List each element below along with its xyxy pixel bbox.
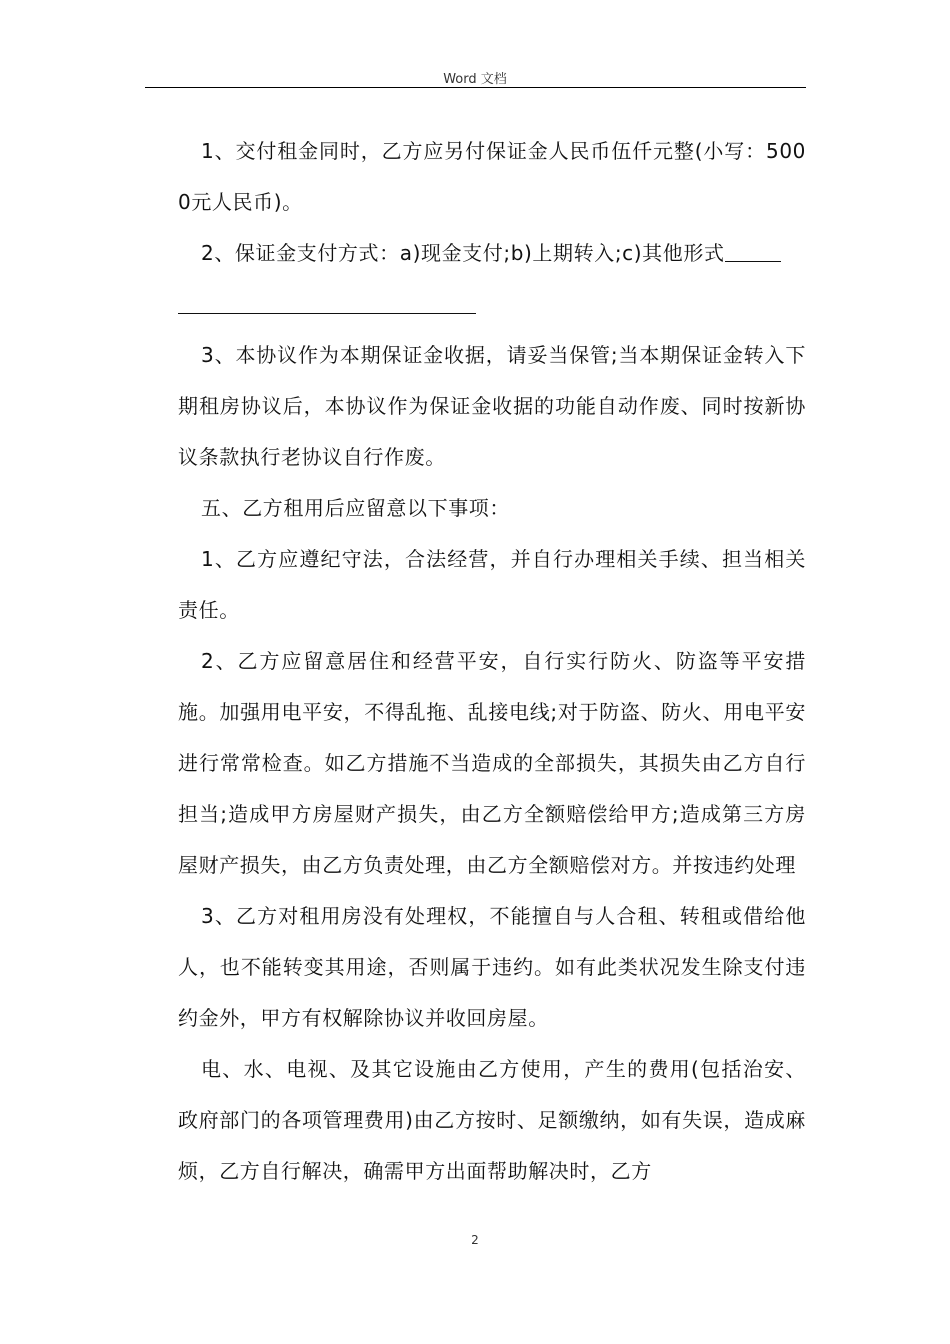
fill-in-blank-line xyxy=(178,279,806,330)
header-divider xyxy=(145,87,806,88)
paragraph-deposit-payment-method-text: 2、保证金支付方式：a)现金支付;b)上期转入;c)其他形式 xyxy=(201,241,725,265)
section-heading-tenant-notes: 五、乙方租用后应留意以下事项： xyxy=(201,496,510,520)
page-number: 2 xyxy=(471,1233,479,1247)
paragraph-deposit-payment-method xyxy=(178,228,806,279)
paragraph-deposit-amount: 1、交付租金同时，乙方应另付保证金人民币伍仟元整(小写：5000元人民币)。 xyxy=(178,139,806,214)
paragraph-no-sublease: 3、乙方对租用房没有处理权，不能擅自与人合租、转租或借给他人，也不能转变其用途，否则属于违约。如有此类状况发生除支付违约金外，甲方有权解除协议并收回房屋。 xyxy=(178,904,806,1030)
paragraph-utility-fees: 电、水、电视、及其它设施由乙方使用，产生的费用(包括治安、政府部门的各项管理费用)由乙方按时、足额缴纳，如有失误，造成麻烦，乙方自行解决，确需甲方出面帮助解决时，乙方 xyxy=(178,1057,806,1183)
document-header-title: Word 文档 xyxy=(443,72,507,87)
paragraph-law-compliance: 1、乙方应遵纪守法，合法经营，并自行办理相关手续、担当相关责任。 xyxy=(178,547,806,622)
document-body xyxy=(178,126,806,1197)
paragraph-safety-measures: 2、乙方应留意居住和经营平安，自行实行防火、防盗等平安措施。加强用电平安，不得乱拖、乱接电线;对于防盗、防火、用电平安进行常常检查。如乙方措施不当造成的全部损失，其损失由乙方自行担当;造成甲方房屋财产损失，由乙方全额赔偿给甲方;造成第三方房屋财产损失，由乙方负责处理，由乙方全额赔偿对方。并按违约处理 xyxy=(178,649,806,877)
paragraph-deposit-receipt: 3、本协议作为本期保证金收据，请妥当保管;当本期保证金转入下期租房协议后，本协议作为保证金收据的功能自动作废、同时按新协议条款执行老协议自行作废。 xyxy=(178,343,806,469)
fill-in-blank-underline xyxy=(725,243,781,262)
fill-in-blank-underline-long xyxy=(178,313,476,314)
